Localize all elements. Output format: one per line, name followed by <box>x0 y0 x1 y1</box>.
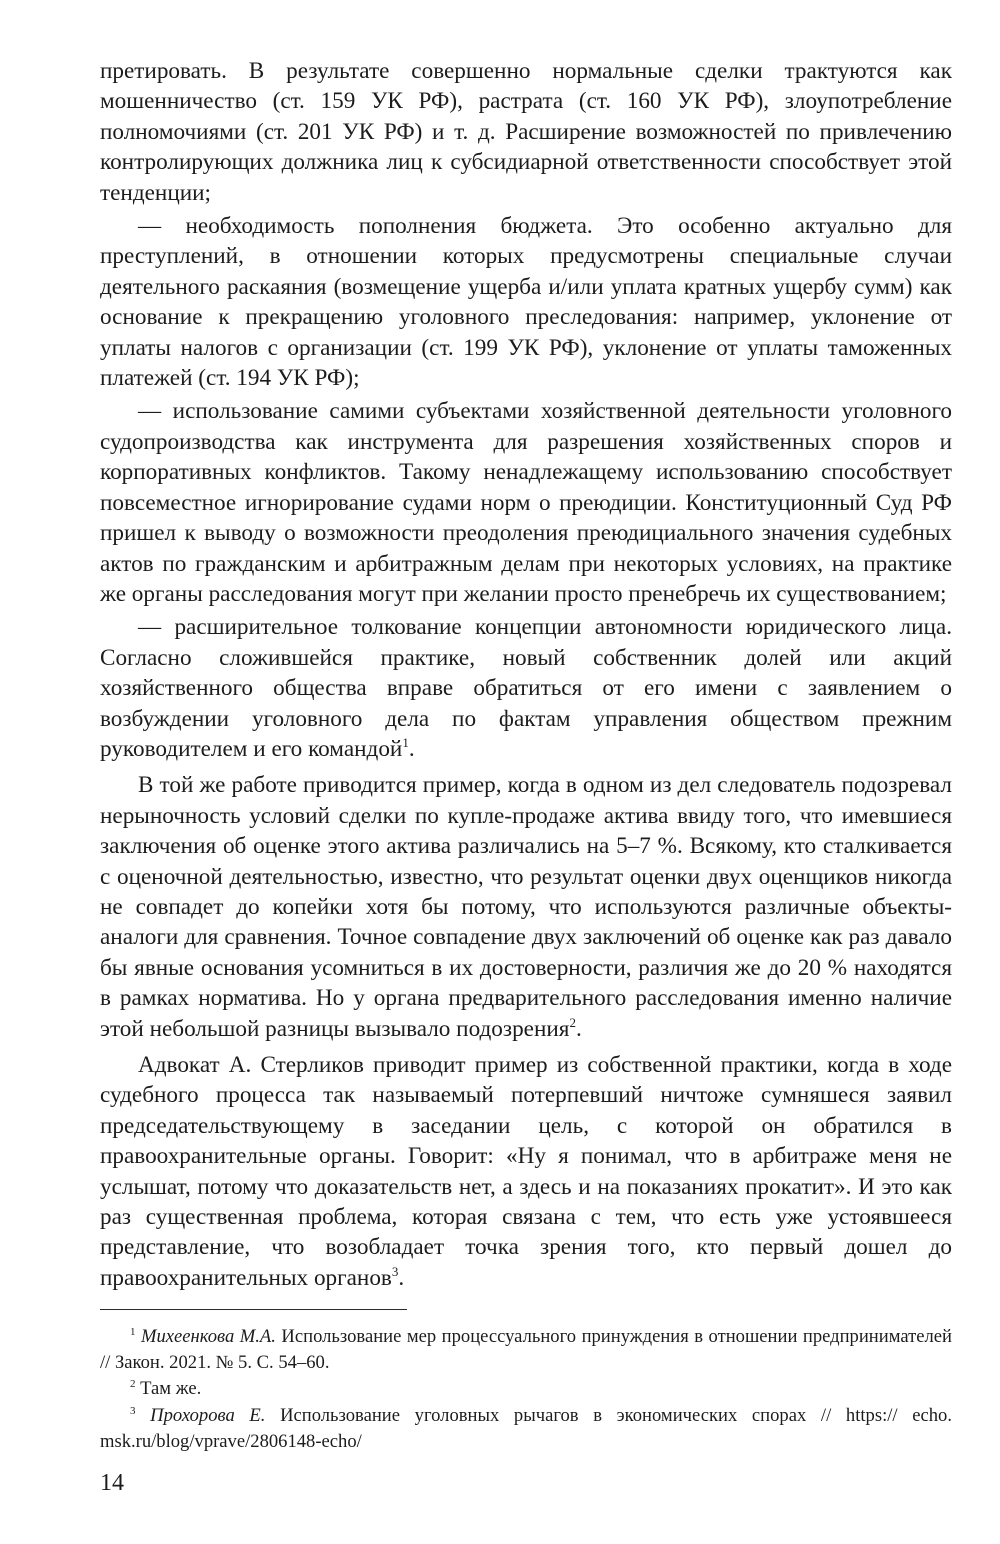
page-number: 14 <box>100 1470 124 1496</box>
footnote-separator <box>100 1309 407 1310</box>
footnote-author: Михеенкова М.А. <box>141 1326 276 1347</box>
list-item-budget: — необходимость пополнения бюджета. Это особенно актуально для преступлений, в отношении которых предусмотрены специальные случаи деятельного раскаяния (возмещение ущерба и/или уплата кратных ущербу сумм) как основание к прекращению уголовного преследования: например, уклонение от уплаты налогов с организации (ст. 199 УК РФ), уклонение от уплаты таможенных платежей (ст. 194 УК РФ); <box>100 213 952 392</box>
paragraph-lawyer-example: Адвокат А. Стерликов приводит пример из собственной практики, когда в ходе судебного процесса так называемый потерпевший ничтоже сумняшеся заявил председательствующему в заседании цель, с которой он обратился в правоохранительные органы. Говорит: «Ну я понимал, что в арбитраже меня не услышат, потому что доказательств нет, а здесь и на показаниях прокатит». И это как раз существенная проблема, которая связана с тем, что есть уже устоявшееся представление, что возобладает точка зрения того, кто первый дошел до правоохранительных органов$^3$. <box>100 1052 952 1291</box>
footnote-ref-1: 1 <box>402 734 409 750</box>
footnotes <box>100 1324 952 1455</box>
footnote-2: $^2$ Там же. <box>130 1378 202 1400</box>
footnote-1: $^1$ Михеенкова М.А. Использование мер процессуального принуждения в отношении предпринимателей // Закон. 2021. № 5. С. 54–60. <box>100 1326 952 1374</box>
footnote-author: Прохорова Е. <box>150 1404 266 1426</box>
footnote-ref-2: 2 <box>569 1014 576 1030</box>
footnote-ref-3: 3 <box>391 1263 399 1279</box>
list-item-legal-entity: — расширительное толкование концепции автономности юридического лица. Согласно сложившейся практике, новый собственник долей или акций хозяйственного общества вправе обратиться от его имени с заявлением о возбуждении уголовного дела по фактам управления обществом прежним руководителем и его командой$^1$. <box>100 614 952 762</box>
paragraph-valuation-example: В той же работе приводится пример, когда в одном из дел следователь подозревал нерыночность условий сделки по купле-продаже актива ввиду того, что имевшиеся заключения об оценке этого актива различались на 5–7 %. Всякому, кто сталкивается с оценочной деятельностью, известно, что результат оценки двух оценщиков никогда не совпадет до копейки хотя бы потому, что используются различные объекты-аналоги для сравнения. Точное совпадение двух заключений об оценке как раз давало бы явные основания усомниться в их достоверности, различия же до 20 % находятся в рамках норматива. Но у органа предварительного расследования именно наличие этой небольшой разницы вызывало подозрения$^2$. <box>100 772 952 1042</box>
paragraph-continuation: претировать. В результате совершенно нормальные сделки трактуются как мошенничество (ст. 159 УК РФ), растрата (ст. 160 УК РФ), злоупотребление полномочиями (ст. 201 УК РФ) и т. д. Расширение возможностей по привлечению контролирующих должника лиц к субсидиарной ответственности способствует этой тенденции; <box>100 58 952 206</box>
main-text <box>100 56 952 1293</box>
footnote-3: $^3$ Прохорова Е. Использование уголовных рычагов в экономических спорах // https:// echo. msk.ru/blog/vprave/2806148-echo/ <box>100 1404 952 1452</box>
list-item-criminal-procedure: — использование самими субъектами хозяйственной деятельности уголовного судопроизводства как инструмента для разрешения хозяйственных споров и корпоративных конфликтов. Такому ненадлежащему использованию способствует повсеместное игнорирование судами норм о преюдиции. Конституционный Суд РФ пришел к выводу о возможности преодоления преюдициального значения судебных актов по гражданским и арбитражным делам при некоторых условиях, на практике же органы расследования могут при желании просто пренебречь их существованием; <box>100 398 952 607</box>
